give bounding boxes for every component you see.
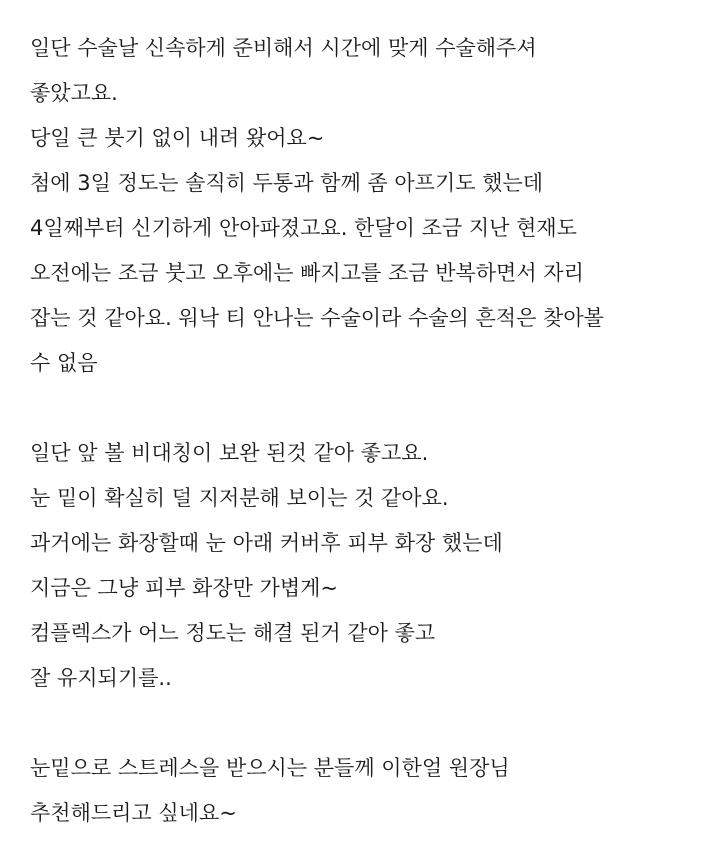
text-line: 눈밑으로 스트레스을 받으시는 분들께 이한얼 원장님 — [30, 756, 510, 780]
paragraph-3 — [30, 746, 690, 836]
text-line: 잡는 것 같아요. 워낙 티 안나는 수술이라 수술의 흔적은 찾아볼 — [30, 306, 604, 330]
text-line: 좋았고요. — [30, 81, 118, 105]
review-text — [30, 26, 690, 836]
text-line: 과거에는 화장할때 눈 아래 커버후 피부 화장 했는데 — [30, 531, 503, 555]
paragraph-spacer — [30, 386, 690, 431]
text-line: 첨에 3일 정도는 솔직히 두통과 함께 좀 아프기도 했는데 — [30, 171, 544, 195]
text-line: 일단 앞 볼 비대칭이 보완 된것 같아 좋고요. — [30, 441, 429, 465]
paragraph-1 — [30, 26, 690, 386]
paragraph-2 — [30, 431, 690, 701]
text-line: 잘 유지되기를.. — [30, 666, 172, 690]
text-line: 눈 밑이 확실히 덜 지저분해 보이는 것 같아요. — [30, 486, 449, 510]
text-line: 추천해드리고 싶네요~ — [30, 801, 237, 825]
text-line: 일단 수술날 신속하게 준비해서 시간에 맞게 수술해주셔 — [30, 36, 537, 60]
paragraph-spacer — [30, 701, 690, 746]
text-line: 당일 큰 붓기 없이 내려 왔어요~ — [30, 126, 325, 150]
text-line: 수 없음 — [30, 351, 98, 375]
text-line: 지금은 그냥 피부 화장만 가볍게~ — [30, 576, 339, 600]
text-line: 컴플렉스가 어느 정도는 해결 된거 같아 좋고 — [30, 621, 436, 645]
text-line: 오전에는 조금 붓고 오후에는 빠지고를 조금 반복하면서 자리 — [30, 261, 584, 285]
text-line: 4일째부터 신기하게 안아파졌고요. 한달이 조금 지난 현재도 — [30, 216, 577, 240]
